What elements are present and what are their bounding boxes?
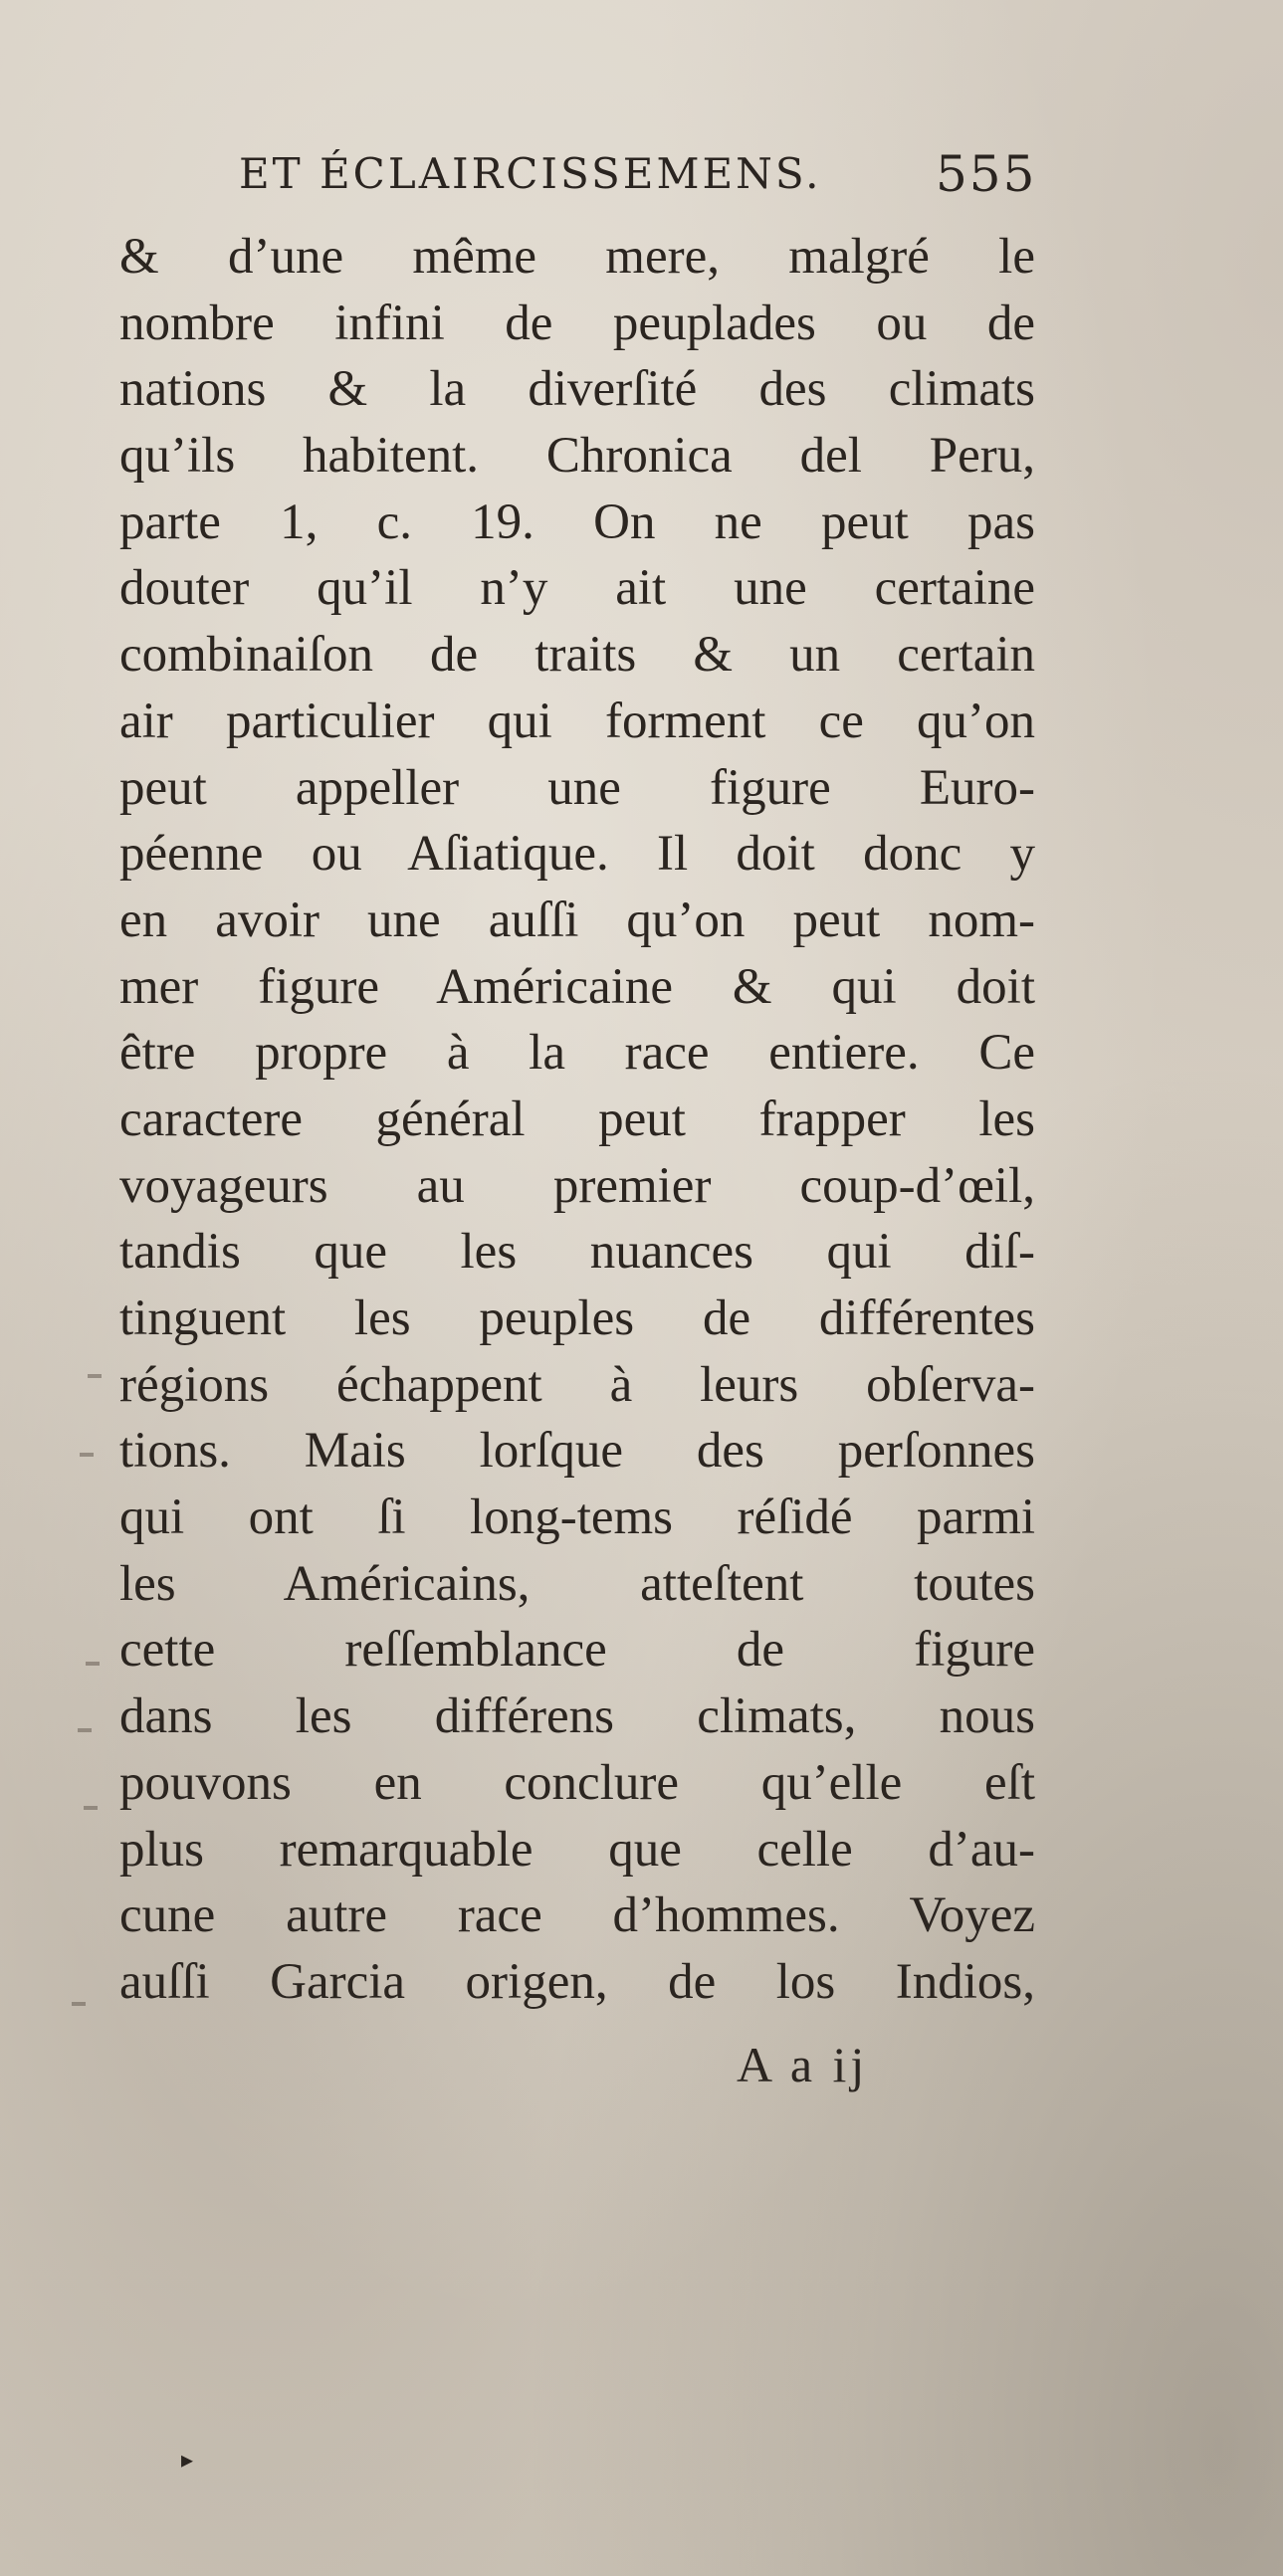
text-line-10: péenne ou Aſiatique. Il doit donc y: [119, 826, 1035, 883]
text-line-25: plus remarquable que celle d’au-: [119, 1821, 1035, 1878]
page-number: 555: [936, 145, 1037, 203]
text-line-22: cette reſſemblance de figure: [119, 1622, 1035, 1679]
text-line-19: tions. Mais lorſque des perſonnes: [119, 1423, 1035, 1480]
stray-mark: ▸: [181, 2446, 194, 2474]
text-line-6: douter qu’il n’y ait une certaine: [119, 560, 1035, 617]
text-line-13: être propre à la race entiere. Ce: [119, 1025, 1035, 1082]
text-line-14: caractere général peut frapper les: [119, 1090, 1035, 1147]
text-line-7: combinaiſon de traits & un certain: [119, 627, 1035, 684]
text-line-5: parte 1, c. 19. On ne peut pas: [119, 494, 1035, 550]
text-line-9: peut appeller une figure Euro-: [119, 759, 1035, 816]
text-line-17: tinguent les peuples de différentes: [119, 1290, 1035, 1346]
text-line-23: dans les différens climats, nous: [119, 1688, 1035, 1745]
text-line-12: mer figure Américaine & qui doit: [119, 958, 1035, 1015]
margin-mark: [84, 1806, 98, 1810]
margin-mark: [86, 1662, 100, 1666]
text-line-20: qui ont ſi long-tems réſidé parmi: [119, 1489, 1035, 1546]
signature-mark: A a ij: [737, 2037, 869, 2092]
text-line-1: & d’une même mere, malgré le: [119, 229, 1035, 285]
margin-mark: [80, 1453, 94, 1457]
text-line-26: cune autre race d’hommes. Voyez: [119, 1887, 1035, 1944]
text-line-21: les Américains, atteſtent toutes: [119, 1555, 1035, 1612]
margin-mark: [72, 2002, 86, 2006]
text-line-4: qu’ils habitent. Chronica del Peru,: [119, 428, 1035, 485]
body-text: [119, 224, 1035, 2016]
text-line-3: nations & la diverſité des climats: [119, 361, 1035, 418]
text-line-18: régions échappent à leurs obſerva-: [119, 1356, 1035, 1413]
text-line-2: nombre infini de peuplades ou de: [119, 295, 1035, 351]
text-line-16: tandis que les nuances qui diſ-: [119, 1224, 1035, 1281]
text-line-24: pouvons en conclure qu’elle eſt: [119, 1754, 1035, 1811]
text-line-11: en avoir une auſſi qu’on peut nom-: [119, 892, 1035, 948]
margin-mark: [78, 1728, 92, 1732]
text-line-15: voyageurs au premier coup-d’œil,: [119, 1157, 1035, 1214]
text-line-8: air particulier qui forment ce qu’on: [119, 693, 1035, 749]
text-line-27: auſſi Garcia origen, de los Indios,: [119, 1953, 1035, 2010]
running-head-title: ET ÉCLAIRCISSEMENS.: [239, 149, 822, 198]
margin-mark: [88, 1374, 102, 1378]
running-head: [239, 139, 1035, 209]
